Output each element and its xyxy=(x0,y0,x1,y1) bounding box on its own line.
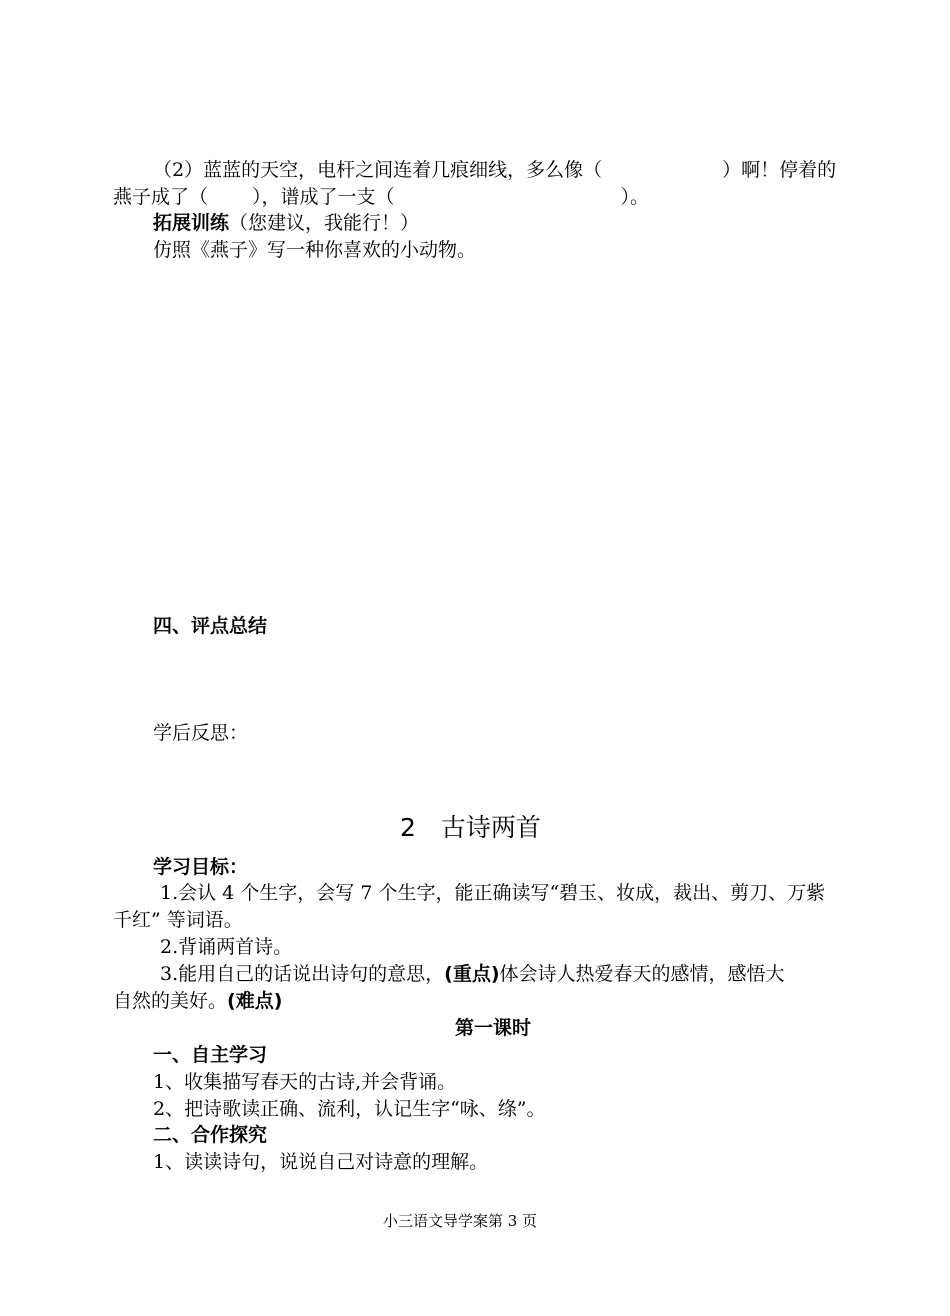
q2-line2-text-a: 燕子成了（ xyxy=(113,186,209,208)
goal3-line1 xyxy=(160,961,785,987)
goal3-line2 xyxy=(113,988,282,1014)
q2-line1-text-a: （2）蓝蓝的天空，电杆之间连着几痕细线，多么像（ xyxy=(153,159,603,181)
part1-heading: 一、自主学习 xyxy=(153,1044,268,1066)
part2-heading: 二、合作探究 xyxy=(153,1124,268,1146)
page-footer: 小三语文导学案第 3 页 xyxy=(383,1212,538,1230)
part1-item2: 2、把诗歌读正确、流利，认记生字“咏、绦”。 xyxy=(153,1098,546,1120)
extension-heading-line xyxy=(153,210,419,236)
q2-line1-text-b: ）啊！停着的 xyxy=(722,159,837,181)
extension-heading-note: （您建议，我能行！） xyxy=(229,212,420,234)
goal1-line2: 千红” 等词语。 xyxy=(113,909,243,931)
q2-line2-text-b: ），谱成了一支（ xyxy=(252,186,395,208)
goal1-line1: 1.会认 4 个生字，会写 7 个生字，能正确读写“碧玉、妆成，裁出、剪刀、万紫 xyxy=(160,882,826,904)
goal2: 2.背诵两首诗。 xyxy=(160,936,293,958)
extension-heading: 拓展训练 xyxy=(153,212,230,234)
goal3-text-c: 自然的美好。 xyxy=(113,990,228,1012)
q2-line2-text-c: ）。 xyxy=(620,186,650,208)
part1-item1: 1、收集描写春天的古诗,并会背诵。 xyxy=(153,1071,457,1093)
reflection-label: 学后反思： xyxy=(153,722,249,744)
goal3-difficult-tag: (难点) xyxy=(227,990,283,1012)
extension-task: 仿照《燕子》写一种你喜欢的小动物。 xyxy=(153,239,477,261)
q2-line1 xyxy=(153,157,836,183)
section4-heading: 四、评点总结 xyxy=(153,615,268,637)
period-heading: 第一课时 xyxy=(455,1017,532,1039)
lesson2-title: 2 古诗两首 xyxy=(400,813,541,842)
goal3-text-a: 3.能用自己的话说出诗句的意思， xyxy=(160,963,445,985)
goal3-key-tag: (重点) xyxy=(444,963,500,985)
part2-item1: 1、读读诗句，说说自己对诗意的理解。 xyxy=(153,1151,489,1173)
goals-heading: 学习目标： xyxy=(153,856,249,878)
q2-line2 xyxy=(113,184,649,210)
goal3-text-b: 体会诗人热爱春天的感情，感悟大 xyxy=(499,963,785,985)
